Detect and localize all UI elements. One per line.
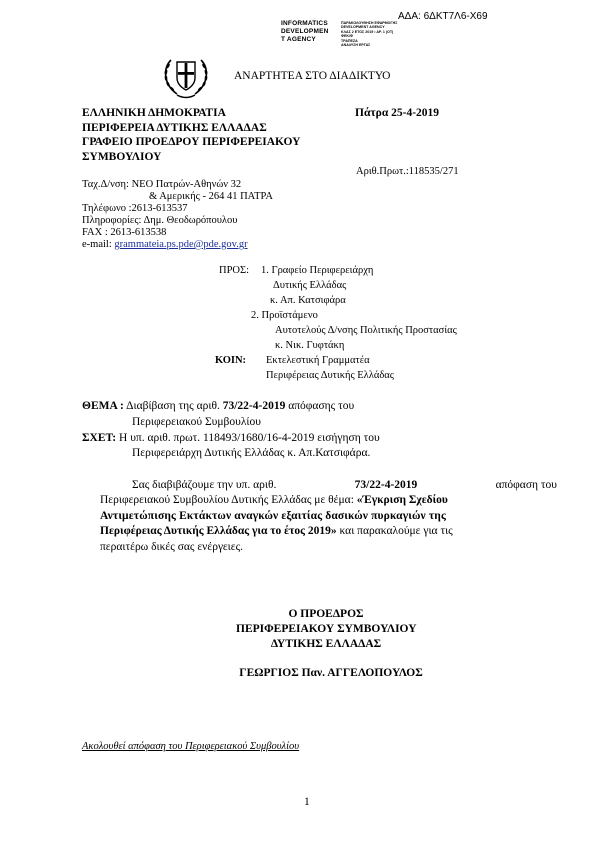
recipient-line: κ. Απ. Κατσιφάρα xyxy=(270,295,346,306)
cc-line: Περιφέρειας Δυτικής Ελλάδας xyxy=(266,370,394,381)
greek-coat-of-arms-icon xyxy=(157,54,215,100)
body-subject-bold: Περιφέρειας Δυτικής Ελλάδας για το έτος 2019» xyxy=(100,525,337,537)
decision-number: 73/22-4-2019 xyxy=(222,400,286,412)
subject-line xyxy=(82,399,354,414)
email-label: e-mail: xyxy=(82,239,115,250)
related-label: ΣΧΕΤ: xyxy=(82,432,117,444)
body-line-3: Αντιμετώπισης Εκτάκτων αναγκών εξαιτίας δασικών πυρκαγιών της xyxy=(100,510,446,522)
informatics-agency-logo xyxy=(281,20,329,44)
related-text: Η υπ. αριθ. πρωτ. 118493/1680/16-4-2019 εισήγηση του xyxy=(116,432,380,444)
to-label: ΠΡΟΣ: xyxy=(219,265,250,276)
header-line: ΓΡΑΦΕΙΟ ΠΡΟΕΔΡΟΥ ΠΕΡΙΦΕΡΕΙΑΚΟΥ xyxy=(82,136,301,148)
logo-small-line: DEVELOPMENT AGENCY xyxy=(341,25,385,30)
contact-email-row xyxy=(82,239,248,252)
logo-line: INFORMATICS xyxy=(281,20,328,27)
publish-online-note: ΑΝΑΡΤΗΤΕΑ ΣΤΟ ΔΙΑΔΙΚΤΥΟ xyxy=(234,70,391,82)
ada-code: ΑΔΑ: 6ΔΚΤ7Λ6-Χ69 xyxy=(398,11,488,22)
body-line-5: περαιτέρω δικές σας ενέργειες. xyxy=(100,541,244,553)
signature-title-3: ΔΥΤΙΚΗΣ ΕΛΛΑΔΑΣ xyxy=(270,638,382,650)
cc-label: ΚΟΙΝ: xyxy=(215,355,247,366)
recipient-line: κ. Νικ. Γυφτάκη xyxy=(275,340,345,351)
body-line-1 xyxy=(132,478,557,493)
body-text: Περιφερειακού Συμβουλίου Δυτικής Ελλάδας με θέμα: xyxy=(100,494,357,506)
signature-title-2: ΠΕΡΙΦΕΡΕΙΑΚΟΥ ΣΥΜΒΟΥΛΙΟΥ xyxy=(236,623,417,635)
body-text: και παρακαλούμε για τις xyxy=(336,525,453,537)
header-line: ΕΛΛΗΝΙΚΗ ΔΗΜΟΚΡΑΤΙΑ xyxy=(82,107,226,119)
signature-title-1: Ο ΠΡΟΕΔΡΟΣ xyxy=(288,608,364,620)
recipient-line: Αυτοτελούς Δ/νσης Πολιτικής Προστασίας xyxy=(275,325,457,336)
subject-line-2: Περιφερειακού Συμβουλίου xyxy=(132,416,261,428)
subject-text: Διαβίβαση της αριθ. xyxy=(123,400,223,412)
body-decision: 73/22-4-2019 xyxy=(354,479,418,491)
contact-info: Πληροφορίες: Δημ. Θεοδωρόπουλου xyxy=(82,215,238,226)
page-number: 1 xyxy=(304,796,310,808)
logo-line: T AGENCY xyxy=(281,36,316,43)
header-line: ΣΥΜΒΟΥΛΙΟΥ xyxy=(82,150,162,163)
related-line-2: Περιφερειάρχη Δυτικής Ελλάδας κ. Απ.Κατσιφάρα. xyxy=(132,447,371,459)
logo-small-line: ΑΝΑΛΥΣΗ ΕΡΓΑΣ xyxy=(341,43,371,48)
contact-address: Ταχ.Δ/νση: ΝΕΟ Πατρών-Αθηνών 32 xyxy=(82,179,242,190)
body-text: Σας διαβιβάζουμε την υπ. αριθ. xyxy=(132,479,277,491)
logo-small-line: ΤΡΑΠΕΖΑ xyxy=(341,38,358,43)
place-date: Πάτρα 25-4-2019 xyxy=(355,107,440,119)
body-subject-bold: «Έγκριση Σχεδίου xyxy=(356,494,448,506)
attached-decision-note: Ακολουθεί απόφαση του Περιφερειακού Συμβουλίου xyxy=(82,741,300,752)
subject-text: απόφασης του xyxy=(285,400,355,412)
protocol-number: Αριθ.Πρωτ.:118535/271 xyxy=(356,166,459,177)
contact-address-2: & Αμερικής - 264 41 ΠΑΤΡΑ xyxy=(149,191,273,202)
recipient-line: 1. Γραφείο Περιφερειάρχη xyxy=(261,265,374,276)
recipient-line: 2. Προϊστάμενο xyxy=(251,310,318,321)
body-line-2 xyxy=(100,493,557,508)
logo-small-text xyxy=(341,21,397,47)
logo-small-line: ΠΑΡΑΚΟΛΟΥΘΗΣΗ ΕΦΑΡΜΟΓΗΣ xyxy=(341,21,398,25)
body-text: απόφαση του xyxy=(495,479,557,491)
logo-small-line: ΦΕΚ/Φ xyxy=(341,34,353,39)
logo-line: DEVELOPMEN xyxy=(281,28,329,35)
cc-line: Εκτελεστική Γραμματέα xyxy=(266,355,370,366)
email-link[interactable]: grammateia.ps.pde@pde.gov.gr xyxy=(114,239,248,250)
related-line xyxy=(82,431,380,446)
body-line-4 xyxy=(100,524,453,539)
subject-label: ΘΕΜΑ : xyxy=(82,400,124,412)
signatory-name: ΓΕΩΡΓΙΟΣ Παν. ΑΓΓΕΛΟΠΟΥΛΟΣ xyxy=(239,667,423,679)
contact-fax: FAX : 2613-613538 xyxy=(82,227,167,238)
contact-phone: Τηλέφωνο :2613-613537 xyxy=(82,203,188,214)
header-line: ΠΕΡΙΦΕΡΕΙΑ ΔΥΤΙΚΗΣ ΕΛΛΑΔΑΣ xyxy=(82,121,267,134)
logo-small-line: ΚΛΑΣ 2 ΕΤΟΣ 2019 • ΑΡ. 1 (ΟΤ) xyxy=(341,29,394,34)
issuer-header xyxy=(82,106,300,164)
recipient-line: Δυτικής Ελλάδας xyxy=(273,280,347,291)
